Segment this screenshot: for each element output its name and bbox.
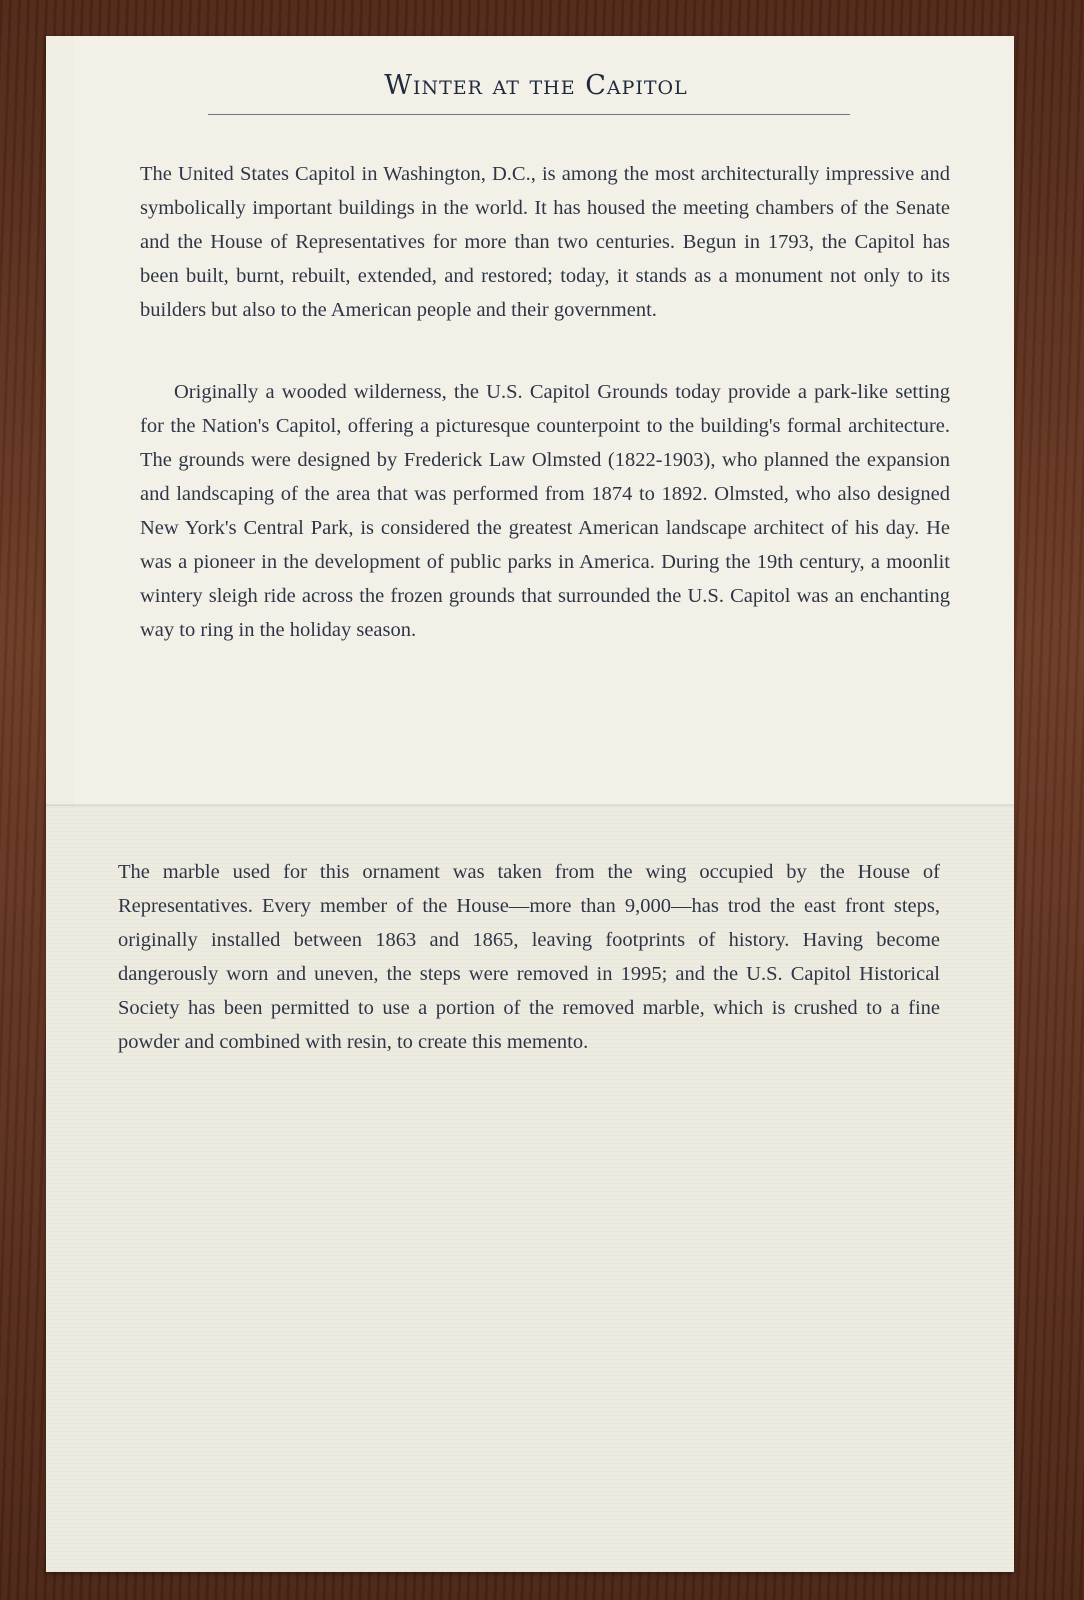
paragraph-capitol-history: The United States Capitol in Washington, D.C., is among the most architecturally impressive and symbolically important buildings in the world. It has housed the meeting chambers of the Senate and the House of Representatives for more than two centuries. Begun in 1793, the Capitol has been built, burnt, rebuilt, extended, and restored; today, it stands as a monument not only to its builders but also to the American people and their government. <box>140 163 950 321</box>
fold-crease <box>46 804 1014 807</box>
title-underline <box>208 114 850 115</box>
page-title: Winter at the Capitol <box>384 70 688 101</box>
paragraph-marble-ornament: The marble used for this ornament was taken from the wing occupied by the House of Representatives. Every member of the House—more than 9,000—has trod the east front steps, originally installed between 1863 and 1865, leaving footprints of history. Having become dangerously worn and uneven, the steps were removed in 1995; and the U.S. Capitol Historical Society has been permitted to use a portion of the removed marble, which is crushed to a fine powder and combined with resin, to create this memento. <box>118 861 940 1053</box>
paragraph-capitol-grounds: Originally a wooded wilderness, the U.S. Capitol Grounds today provide a park-like setting for the Nation's Capitol, offering a picturesque counterpoint to the building's formal architecture. The grounds were designed by Frederick Law Olmsted (1822-1903), who planned the expansion and landscaping of the area that was performed from 1874 to 1892. Olmsted, who also designed New York's Central Park, is considered the greatest American landscape architect of his day. He was a pioneer in the development of public parks in America. During the 19th century, a moonlit wintery sleigh ride across the frozen grounds that surrounded the U.S. Capitol was an enchanting way to ring in the holiday season. <box>140 381 950 641</box>
